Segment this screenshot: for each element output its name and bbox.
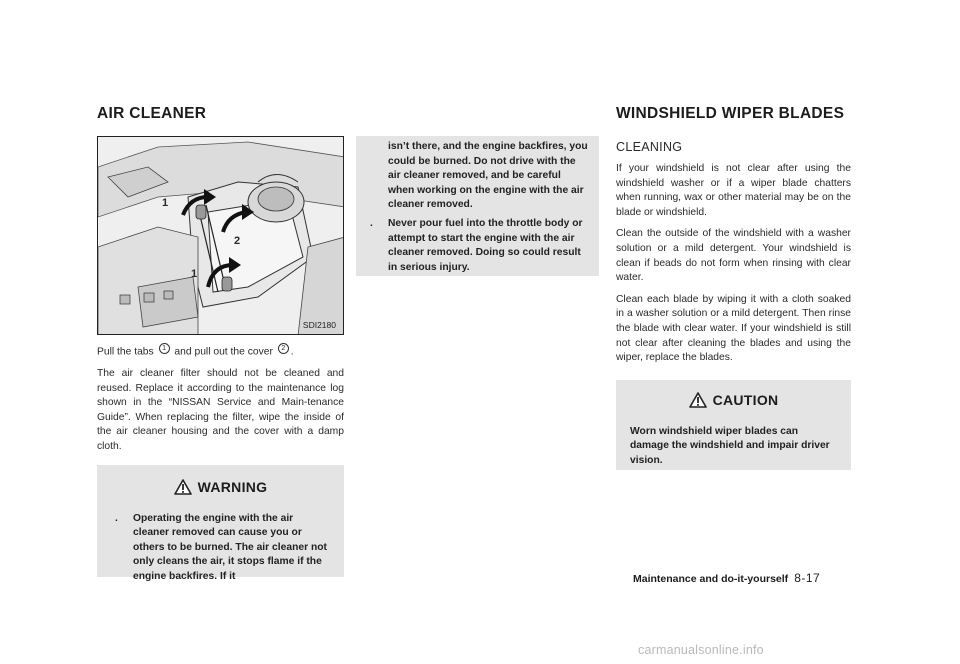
callout-1-top: 1: [162, 197, 169, 209]
callout-2: 2: [234, 235, 241, 247]
page-footer: [633, 571, 820, 585]
warning-icon: [174, 479, 192, 498]
footer-section: Maintenance and do-it-yourself: [633, 573, 789, 585]
warning-item-1-end: isn’t there, and the engine backfires, you could be burned. Do not drive with the air cleaner removed, and be careful when working on the engine with the air cleaner removed.: [388, 141, 588, 211]
warning-title: WARNING: [111, 479, 330, 498]
caution-title: CAUTION: [630, 392, 837, 411]
section-heading-air-cleaner: AIR CLEANER: [97, 105, 207, 122]
wiper-paragraph-3: Clean each blade by wiping it with a cloth soaked in a washer solution or a mild detergent. Then rinse the blade with clear water. If your windshield is still not clear after cleaning the blades and using the wiper, replace the blades.: [616, 293, 851, 364]
instruction-end: .: [290, 346, 294, 358]
column-air-cleaner: [97, 136, 344, 582]
caution-text: Worn windshield wiper blades can damage the windshield and impair driver vision.: [630, 425, 830, 466]
caution-box: [616, 380, 851, 470]
watermark: carmanualsonline.info: [638, 643, 764, 657]
callout-1-bottom: 1: [191, 268, 198, 280]
cover-marker: 2: [278, 343, 289, 354]
warning-box: [97, 465, 344, 582]
page-number: 8-17: [794, 571, 821, 585]
tab-marker: 1: [159, 343, 170, 354]
engine-bay-illustration: [97, 136, 344, 335]
filter-paragraph: The air cleaner filter should not be cleaned and reused. Replace it according to the maintenance log shown in the “NISSAN Service and Main-tenance Guide”. When replacing the filter, wipe the inside of the air cleaner housing and the cover with a damp cloth.: [97, 368, 344, 452]
wiper-paragraph-1: If your windshield is not clear after using the windshield washer or if a wiper blade chatters when running, wax or other material may be on the blade or windshield.: [616, 163, 851, 218]
column-warning-continued: [356, 136, 599, 276]
wiper-paragraph-2: Clean the outside of the windshield with a washer solution or a mild detergent. Your windshield is clean if beads do not form when rinsing with clear water.: [616, 228, 851, 284]
figure-code: SDI2180: [302, 320, 336, 330]
caution-icon: [689, 392, 707, 411]
section-heading-wiper-blades: WINDSHIELD WIPER BLADES: [616, 105, 845, 122]
instruction-mid: and pull out the cover: [174, 346, 273, 358]
warning-item-2: . Never pour fuel into the throttle body or attempt to start the engine with the air cleaner removed. Doing so could result in serious injury.: [370, 217, 583, 273]
column-wiper-blades: [616, 136, 851, 470]
warning-box-continued: [356, 136, 599, 276]
instruction-paragraph: [97, 343, 344, 360]
cleaning-subheading: CLEANING: [616, 140, 683, 154]
warning-item-1-start: . Operating the engine with the air cleaner removed can cause you or others to be burned. The air cleaner not only cleans the air, it stops flame if the engine backfires. If it: [115, 512, 327, 582]
instruction-pre: Pull the tabs: [97, 346, 154, 358]
